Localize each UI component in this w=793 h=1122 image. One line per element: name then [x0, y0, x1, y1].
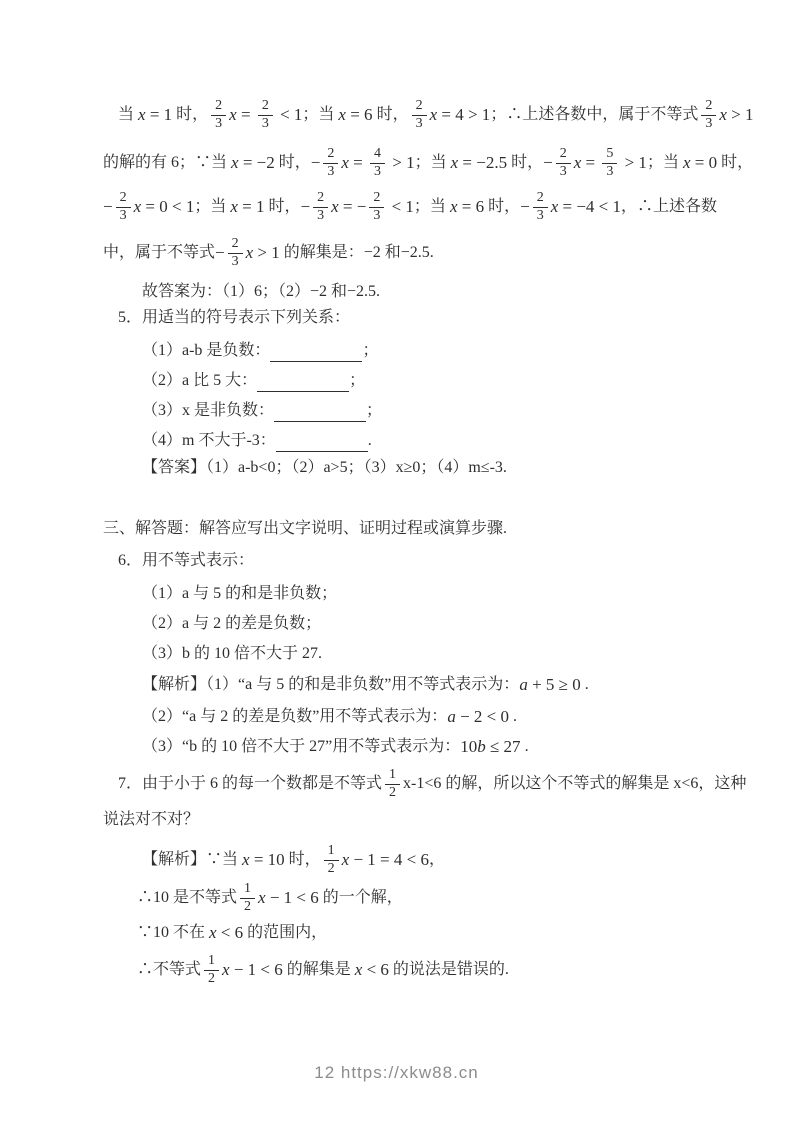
fraction: [228, 236, 243, 271]
math-variable: x: [229, 104, 237, 124]
math-operator: > 1: [253, 242, 280, 262]
math-operator: + 5 ≥ 0: [527, 674, 581, 694]
math-operator: < 6: [216, 922, 244, 942]
math-operator: −: [103, 196, 113, 216]
text-run: 时，: [284, 851, 321, 869]
q6-solution-1: [142, 674, 589, 696]
text-run: 6．用不等式表示：: [118, 552, 255, 570]
fraction: [556, 146, 571, 181]
math-operator: < 6: [362, 959, 389, 979]
text-run: ∵10 不在: [137, 924, 210, 942]
question-7-line-2: [103, 810, 199, 830]
text-run: （2）a 比 5 大：: [142, 372, 258, 390]
math-variable: x: [354, 959, 363, 979]
math-variable: b: [477, 736, 486, 756]
answer-blank: [274, 406, 366, 422]
answer-blank: [257, 376, 349, 392]
math-variable: x: [719, 104, 727, 124]
math-operator: −: [310, 152, 321, 172]
fraction-numerator: 2: [533, 190, 548, 208]
text-run: 时，: [484, 198, 521, 216]
q6-solution-3: [142, 736, 529, 758]
text-run: 的解集是：−2 和−2.5.: [279, 244, 434, 262]
fraction-denominator: 3: [705, 115, 713, 131]
text-run: 时，: [172, 106, 209, 124]
math-variable: x: [231, 152, 239, 172]
math-operator: =: [348, 152, 367, 172]
fraction-numerator: 2: [313, 190, 328, 208]
fraction: [211, 98, 226, 133]
fraction-denominator: 3: [374, 163, 381, 179]
math-operator: = −2: [238, 152, 275, 172]
math-operator: > 1: [388, 152, 415, 172]
text-run: （1）a 与 5 的和是非负数；: [142, 585, 338, 603]
q6-solution-2: [142, 706, 517, 728]
text-run: 【解析】（1）“a 与 5 的和是非负数”用不等式表示为：: [142, 676, 520, 694]
math-variable: x: [341, 849, 350, 869]
text-run: ∴10 是不等式: [137, 889, 238, 907]
math-operator: = 4 > 1: [437, 104, 491, 124]
math-variable: x: [429, 104, 438, 124]
text-run: （3）b 的 10 倍不大于 27.: [142, 645, 323, 663]
math-operator: =: [236, 104, 255, 124]
math-variable: x: [258, 887, 266, 907]
q5-answer-line: [142, 458, 507, 478]
math-variable: x: [138, 104, 146, 124]
math-operator: ≤ 27: [485, 736, 521, 756]
answer-blank: [276, 436, 368, 452]
math-variable: a: [447, 706, 456, 726]
text-run: 【解析】∵当: [142, 851, 243, 869]
text-run: .: [509, 708, 517, 726]
fraction: [204, 953, 219, 988]
text-run: 5．用适当的符号表示下列关系：: [118, 309, 351, 327]
math-variable: x: [230, 196, 238, 216]
text-run: （2）“a 与 2 的差是负数”用不等式表示为：: [142, 708, 448, 726]
q5-item-2: [142, 370, 365, 392]
text-run: ；当: [194, 198, 231, 216]
q4-solution-line-1: [118, 93, 753, 137]
math-variable: x: [450, 152, 459, 172]
text-run: ；: [362, 342, 379, 360]
math-operator: = 0 < 1: [141, 196, 195, 216]
math-operator: = −: [338, 196, 367, 216]
q5-item-1: [142, 340, 378, 362]
math-variable: x: [245, 242, 254, 262]
fraction-denominator: 3: [119, 207, 127, 223]
math-operator: −: [300, 196, 311, 216]
fraction-denominator: 3: [606, 163, 614, 179]
fraction-numerator: 1: [204, 953, 219, 971]
fraction: [369, 190, 384, 225]
math-operator: − 1 < 6: [265, 887, 319, 907]
text-run: 的解集是: [282, 961, 355, 979]
math-variable: x: [242, 849, 250, 869]
math-variable: x: [331, 196, 339, 216]
text-run: 时，: [264, 198, 301, 216]
math-operator: = 1: [237, 196, 265, 216]
text-run: ，: [428, 851, 445, 869]
text-run: 7．由于小于 6 的每一个数都是不等式: [118, 775, 383, 793]
math-operator: − 1 = 4 < 6: [349, 849, 429, 869]
math-operator: = 6: [457, 196, 485, 216]
fraction: [240, 881, 255, 916]
fraction: [701, 98, 716, 133]
fraction-numerator: 2: [228, 236, 243, 254]
text-run: .: [367, 432, 372, 450]
q4-solution-line-2: [103, 141, 753, 185]
math-operator: = 6: [345, 104, 373, 124]
fraction-numerator: 2: [116, 190, 131, 208]
fraction-numerator: 1: [240, 881, 255, 899]
text-run: 【答案】（1）a-b<0；（2）a>5；（3）x≥0；（4）m≤-3.: [142, 459, 507, 477]
text-run: ；当: [413, 198, 450, 216]
fraction-denominator: 3: [215, 115, 223, 131]
math-variable: x: [222, 959, 230, 979]
q5-item-3: [142, 400, 382, 422]
text-run: ；当: [302, 106, 339, 124]
fraction-numerator: 2: [556, 146, 571, 164]
math-variable: a: [519, 674, 528, 694]
section-3-heading: [103, 519, 507, 539]
answer-blank: [270, 346, 362, 362]
q6-item-2: [142, 614, 321, 634]
question-7-line-1: [118, 762, 746, 806]
math-operator: > 1: [620, 152, 647, 172]
q7-solution-4: [137, 948, 509, 992]
text-run: 时，: [507, 154, 544, 172]
text-run: 的一个解，: [318, 889, 403, 907]
text-run: 的范围内，: [243, 924, 328, 942]
text-run: 当: [118, 106, 139, 124]
text-run: （4）m 不大于-3：: [142, 432, 276, 450]
math-variable: x: [341, 152, 349, 172]
fraction: [412, 98, 427, 133]
text-run: 中，属于不等式: [103, 244, 216, 262]
fraction-denominator: 3: [536, 207, 544, 223]
fraction-denominator: 2: [327, 860, 335, 876]
q6-item-1: [142, 584, 337, 604]
q4-solution-line-4: [103, 231, 434, 275]
math-variable: x: [573, 152, 582, 172]
math-variable: x: [550, 196, 559, 216]
math-operator: = 0: [690, 152, 718, 172]
text-run: 时，: [372, 106, 409, 124]
fraction: [385, 767, 400, 802]
q7-solution-2: [137, 876, 403, 920]
question-6-title: [118, 551, 254, 571]
text-run: 说法对不对？: [103, 811, 200, 829]
fraction-denominator: 3: [231, 253, 239, 269]
text-run: （3）x 是非负数：: [142, 402, 275, 420]
q5-item-4: [142, 430, 372, 452]
math-variable: x: [449, 196, 458, 216]
text-run: 的解的有 6；∵当: [103, 154, 232, 172]
fraction-denominator: 3: [559, 163, 567, 179]
fraction-numerator: 2: [258, 98, 273, 116]
fraction: [370, 146, 385, 181]
text-run: ；当: [646, 154, 683, 172]
fraction-denominator: 3: [415, 115, 423, 131]
fraction: [323, 146, 338, 181]
math-operator: = −4 < 1: [558, 196, 621, 216]
fraction-numerator: 2: [323, 146, 338, 164]
fraction: [116, 190, 131, 225]
text-run: 故答案为：（1）6；（2）−2 和−2.5.: [142, 283, 381, 301]
text-run: 的说法是错误的.: [388, 961, 509, 979]
text-run: ，∴上述各数: [621, 198, 718, 216]
math-operator: − 2 < 0: [455, 706, 509, 726]
math-operator: < 1: [387, 196, 414, 216]
text-run: ；当: [414, 154, 451, 172]
fraction-numerator: 1: [385, 767, 400, 785]
math-operator: > 1: [726, 104, 754, 124]
fraction: [602, 146, 617, 181]
math-variable: x: [338, 104, 346, 124]
text-run: .: [580, 676, 589, 694]
math-operator: = −2.5: [458, 152, 508, 172]
q7-solution-3: [137, 923, 327, 943]
math-operator: 10: [460, 736, 478, 756]
fraction: [258, 98, 273, 133]
fraction-denominator: 3: [373, 207, 381, 223]
text-run: （1）a-b 是负数：: [142, 342, 271, 360]
fraction-denominator: 3: [327, 163, 335, 179]
text-run: 时，: [274, 154, 311, 172]
fraction-numerator: 4: [370, 146, 385, 164]
math-operator: − 1 < 6: [229, 959, 283, 979]
text-run: .: [520, 738, 529, 756]
text-run: x-1<6 的解，所以这个不等式的解集是 x<6，这种: [403, 775, 747, 793]
math-operator: = 10: [249, 849, 285, 869]
q4-answer-line: [142, 282, 380, 302]
fraction-denominator: 3: [317, 207, 325, 223]
fraction-numerator: 5: [602, 146, 617, 164]
fraction: [533, 190, 548, 225]
fraction-denominator: 2: [208, 970, 216, 986]
text-run: ；: [349, 372, 366, 390]
text-run: ∴不等式: [137, 961, 202, 979]
text-run: （3）“b 的 10 倍不大于 27”用不等式表示为：: [142, 738, 461, 756]
fraction-denominator: 2: [244, 898, 252, 914]
fraction-numerator: 1: [324, 843, 339, 861]
fraction-numerator: 2: [211, 98, 226, 116]
q6-item-3: [142, 644, 322, 664]
fraction: [313, 190, 328, 225]
fraction-numerator: 2: [412, 98, 427, 116]
fraction-numerator: 2: [369, 190, 384, 208]
math-variable: x: [682, 152, 691, 172]
q4-solution-line-3: [103, 185, 717, 229]
math-variable: x: [133, 196, 142, 216]
math-operator: = 1: [145, 104, 173, 124]
math-variable: x: [209, 922, 217, 942]
math-operator: < 1: [275, 104, 303, 124]
math-operator: −: [215, 242, 225, 262]
text-run: 三、解答题：解答应写出文字说明、证明过程或演算步骤.: [103, 520, 508, 538]
fraction: [324, 843, 339, 878]
text-run: （2）a 与 2 的差是负数；: [142, 615, 322, 633]
text-run: ；: [366, 402, 383, 420]
math-operator: −: [543, 152, 553, 172]
text-run: ；∴上述各数中，属于不等式: [490, 106, 699, 124]
question-5-title: [118, 308, 350, 328]
text-run: 时，: [717, 154, 754, 172]
math-operator: −: [520, 196, 530, 216]
page-footer: 12 https://xkw88.cn: [314, 1063, 479, 1082]
fraction-denominator: 3: [261, 115, 269, 131]
fraction-numerator: 2: [701, 98, 716, 116]
fraction-denominator: 2: [389, 784, 397, 800]
math-operator: =: [581, 152, 600, 172]
